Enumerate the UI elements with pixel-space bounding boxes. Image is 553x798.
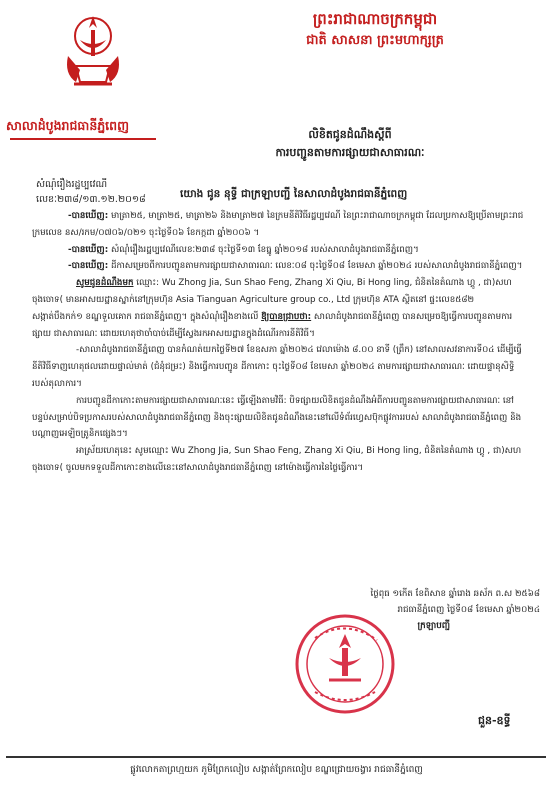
royal-emblem-icon (62, 10, 124, 90)
case-file-label: សំណុំរឿងរដ្ឋប្បវេណី (36, 179, 108, 190)
document-heading: យោង ជូន នុទ្ធី ជាក្រឡាបញ្ជី នៃសាលាដំបូងរាជធានីភ្នំពេញ (180, 188, 408, 200)
seen-clause-1-text: មាត្រា២៥, មាត្រា២៥, មាត្រា២៦ និងមាត្រា២៧ នៃក្រមនីតិវិធីរដ្ឋប្បវេណី នៃព្រះរាជាណាចក្រកម្ពុជា ដែលប្រកាសឱ្យប្រើតាមព្រះរាជក្រមលេខ នស/រកម/០៧០៦/០២១ ចុះថ្ងៃទី០៦ ខែកក្កដា ឆ្នាំ២០០៦ ។ (32, 211, 524, 238)
national-motto: ជាតិ សាសនា ព្រះមហាក្សត្រ (306, 33, 444, 48)
court-name-underline (10, 138, 156, 140)
footer-divider (6, 756, 546, 758)
signer-role: ក្រឡាបញ្ជី (417, 621, 450, 631)
kingdom-title: ព្រះរាជាណាចក្រកម្ពុជា (312, 10, 438, 28)
notification-label: សូមជូនដំណឹងមក (76, 278, 134, 289)
seen-clause-2 (32, 242, 527, 259)
reason-label: ឱ្យបានជ្រាបថា: (261, 311, 312, 322)
case-file-number: លេខៈ២៣៨/១៣.១២.២០១៨ (36, 194, 146, 205)
gregorian-date: រាជធានីភ្នំពេញ ថ្ងៃទី០៨ ខែមេសា ឆ្នាំ២០២៤ (397, 605, 540, 615)
footer-address: ផ្លូវលោកតាព្រហ្មយក ភូមិព្រែកលៀប សង្កាត់ព្រែកលៀប ខណ្ឌជ្រោយចង្វារ រាជធានីភ្នំពេញ (130, 765, 423, 775)
paragraph-hearing: -សាលាដំបូងរាជធានីភ្នំពេញ បានកំណត់យកថ្ងៃទី២៧ ខែឧសភា ឆ្នាំ២០២៤ វេលាម៉ោង ៨.០០ នាទី (ព្រឹក) នៅសាលសវនាការទី០៤ ដើម្បីធ្វើនីតិវិធីទាញហេតុផលដោយផ្ទាល់មាត់ (ជំនុំជម្រះ) និងធ្វើការបញ្ជូន ដីកាកោះ ចុះថ្ងៃទី០៨ ខែមេសា ឆ្នាំ២០២៤ តាមការផ្សាយជាសាធារណៈ ដោយផ្ទានុសិទ្ធិរបស់តុលាការ។ (32, 345, 522, 389)
court-seal-icon (285, 608, 405, 718)
seen-clause-1-label: -បានឃើញ: (68, 211, 109, 221)
kingdom-heading (215, 8, 535, 52)
document-body (32, 208, 527, 477)
court-name: សាលាដំបូងរាជធានីភ្នំពេញ (6, 118, 129, 133)
seen-clause-2-label: -បានឃើញ: (68, 244, 109, 255)
seen-clause-3 (32, 258, 527, 275)
seen-clause-3-label: -បានឃើញ: (68, 261, 109, 272)
document-title (200, 126, 500, 162)
notification-clause (32, 275, 527, 342)
seen-clause-3-text: ដីកាសម្រេចពីការបញ្ជូនតាមការផ្សាយជាសាធារណៈ លេខៈ០៨ ចុះថ្ងៃទី០៨ ខែមេសា ឆ្នាំ២០២៤ របស់សាលាដំបូងរាជធានីភ្នំពេញ។ (110, 261, 523, 272)
paragraph-summons: អាស្រ័យហេតុនេះ សូមឈ្មោះ Wu Zhong Jia, Sun Shao Feng, Zhang Xi Qiu, Bi Hong ling, ជំនិតនៃតំណាង ហ្គូ , ជា)សហចុងចោទ( ចូលមកទទួលដីកាកោះខាងលើនេះនៅសាលាដំបូងរាជធានីភ្នំពេញ នៅម៉ោងធ្វើការនៃថ្ងៃធ្វើការ។ (32, 446, 522, 473)
seen-clause-2-text: សំណុំរឿងរដ្ឋប្បវេណីលេខៈ២៣៨ ចុះថ្ងៃទី១៣ ខែធ្នូ ឆ្នាំ២០១៨ របស់សាលាដំបូងរាជធានីភ្នំពេញ។ (110, 244, 419, 255)
reason-text: សាលាដំបូងរាជធានីភ្នំពេញ បានសម្រេចឱ្យធ្វើការបញ្ជូនតាមការផ្សាយ ជាសាធារណៈ ដោយហេតុថាចាំបាច់ដើម្បីស្វែងរកអាសយដ្ឋានក្នុងដំណើរការនីតិវិធី។ (32, 311, 513, 339)
lunar-date: ថ្ងៃពុធ ១កើត ខែពិសាខ ឆ្នាំរោង ឆស័ក ព.ស ២៥៦៨ (370, 589, 540, 599)
signer-name: ជួន-ឧទ្ធី (478, 714, 511, 727)
document-title-line2: ការបញ្ជូនតាមការផ្សាយជាសាធារណៈ (275, 146, 425, 159)
paragraph-method: ការបញ្ជូនដីកាកោះតាមការផ្សាយជាសាធារណៈនេះ ធ្វើឡើងតាមវិធី: បិទផ្សាយលិខិតជូនដំណឹងអំពីការបញ្ជូនតាមការផ្សាយជាសាធារណៈ នៅបន្ទប់សម្រាប់បិទប្រកាសរបស់សាលាដំបូងរាជធានីភ្នំពេញ និងចុះផ្សាយលិខិតជូនដំណឹងនេះនៅលើទំព័រហ្វេសប៊ុកផ្លូវការរបស់ សាលាដំបូងរាជធានីភ្នំពេញ និងបណ្តាញអេឡិចត្រូនិកផ្សេងៗ។ (32, 395, 522, 440)
notification-text: ឈ្មោះ: Wu Zhong Jia, Sun Shao Feng, Zhang Xi Qiu, Bi Hong ling, ជំនិតនៃតំណាង ហ្គូ , ជា)សហចុងចោទ( មានអាសយដ្ឋានស្នាក់នៅក្រុមហ៊ុន Asia Tianguan Agriculture group co., Ltd ក្រុមហ៊ុន ATA ស្ថិតនៅ ផ្ទះលេខ៥៨២ សង្កាត់បឹងកក់១ ខណ្ឌទួលគោក រាជធានីភ្នំពេញ។ ក្នុងសំណុំរឿងខាងលើ (32, 278, 512, 322)
document-title-line1: លិខិតជូនដំណឹងស្តីពី (308, 128, 392, 141)
seen-clause-1 (32, 208, 527, 242)
